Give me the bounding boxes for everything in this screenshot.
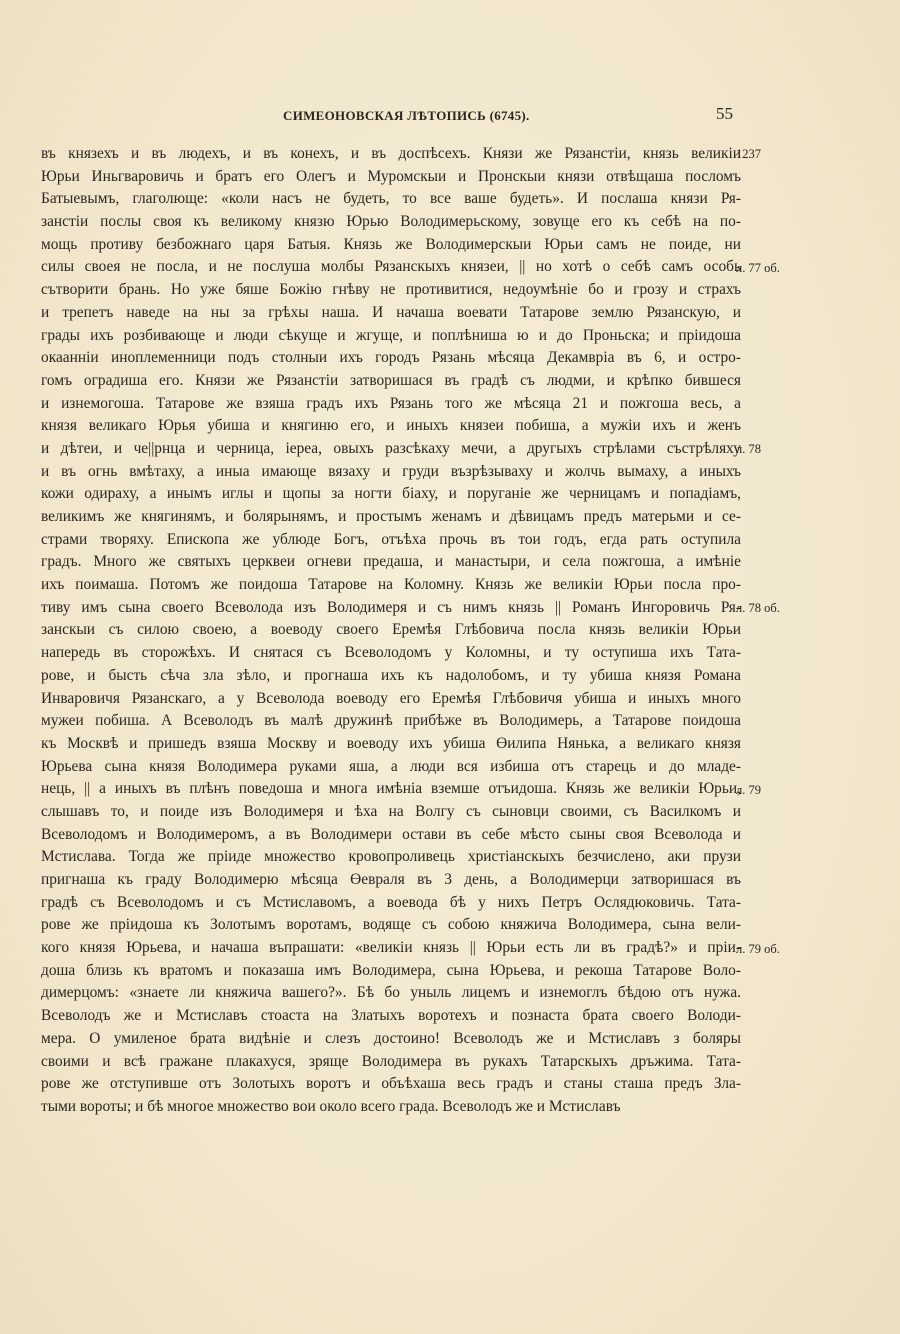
text-line: слышавъ то, и поиде изъ Володимеря и ѣха на Волгу съ сыновци своими, съ Василкомъ и (41, 802, 741, 820)
text-line: занстіи послы своя къ великому князю Юрью Володимерьскому, зовуще его къ себѣ на по- (41, 213, 741, 231)
text-line: градѣ съ Всеволодомъ и съ Мстиславомъ, а воевода бѣ у нихъ Петръ Ослядюковичь. Тата- (41, 893, 741, 911)
text-line: рове же пріидоша къ Золотымъ воротамъ, водяще съ собою княжича Володимера, сына вели- (41, 916, 741, 934)
text-line: Инваровичя Рязанскаго, а у Всеволода воеводу его Еремѣя Глѣбовичя убиша и иныхъ много (41, 689, 741, 707)
text-line: пригнаша къ граду Володимерю мѣсяца Өевраля въ 3 день, а Володимерци затворишася въ (41, 871, 741, 888)
text-line: великимъ же княгинямъ, и болярынямъ, и простымъ женамъ и дѣвицамъ предъ матерьми и се- (41, 508, 741, 525)
margin-note: л. 79 об. (736, 941, 780, 956)
text-line: и въ огнь вмѣтаху, а иныа имающе вязаху и груди възрѣзываху и жолчь вымаху, а иныхъ (41, 462, 741, 480)
text-line: ихъ поимаша. Потомъ же поидоша Татарове на Коломну. Князь же великіи Юрьи посла про- (41, 576, 741, 594)
text-line: сътворити брань. Но уже бяше Божію гнѣву не противитися, недоумѣніе бо и грозу и страхъ (41, 281, 741, 299)
text-line: окаанніи иноплеменници подъ столныи ихъ городъ Рязань мѣсяца Декамвріа въ 6, и остро- (41, 349, 741, 367)
text-line: градъ. Много же святыхъ церквеи огневи предаша, и манастыри, и села пожгоша, а имѣніе (41, 553, 741, 571)
text-line: кого князя Юрьева, и начаша въпрашати: «великіи князь || Юрьи есть ли въ градѣ?» и пріи- (41, 939, 741, 957)
text-line: страми творяху. Епископа же ублюде Богъ, отъѣха прочь въ тои годъ, егда рать оступила (41, 530, 741, 548)
text-line: мужеи побиша. А Всеволодъ въ малѣ дружинѣ прибѣже въ Володимерь, а Татарове поидоша (41, 712, 741, 730)
text-line: напередь въ сторожѣхъ. И снятася съ Всеволодомъ у Коломны, и ту оступиша ихъ Тата- (41, 644, 741, 662)
text-line: Батыевымъ, глаголюще: «коли насъ не будеть, то все ваше будеть». И послаша князи Ря- (41, 190, 741, 208)
text-line: мощь противу безбожнаго царя Батыя. Князь же Володимерскыи Юрьи самъ не поиде, ни (41, 235, 741, 253)
text-line: доша близь къ вратомъ и показаша имъ Володимера, сына Юрьева, и рекоша Татарове Воло- (41, 961, 741, 979)
margin-note: 1237 (736, 147, 761, 161)
margin-note: л. 79 (736, 782, 761, 797)
text-line: въ князехъ и въ людехъ, и въ конехъ, и въ доспѣсехъ. Князи же Рязанстіи, князь великіи (41, 145, 741, 162)
text-line: гомъ оградиша его. Князи же Рязанстіи затворишася въ градѣ съ людми, и крѣпко бившеся (41, 371, 741, 389)
margin-note: л. 77 об. (736, 260, 780, 275)
margin-note: л. 78 об. (736, 601, 780, 615)
margin-note: л. 78 (736, 442, 761, 457)
running-title: СИМЕОНОВСКАЯ ЛѢТОПИСЬ (6745). (283, 108, 530, 123)
text-line: кожи одираху, а инымъ иглы и щопы за ногти біаху, и поруганіе же черницамъ и попадіамъ, (41, 485, 741, 503)
text-line: Всеволодомъ и Володимеромъ, а въ Володимери остави въ себе мѣсто сыны своя Всеволода и (41, 825, 741, 843)
text-line: мера. О умиленое брата видѣніе и слезъ достоино! Всеволодъ же и Мстиславъ з боляры (41, 1029, 741, 1047)
text-line: и трепетъ наведе на ны за грѣхы наша. И начаша воевати Татарове землю Рязанскую, и (41, 303, 741, 321)
text-line: силы своея не посла, и не послуша молбы Рязанскыхъ князеи, || но хотѣ о себѣ самъ особь (41, 258, 741, 276)
text-line: рове, и бысть сѣча зла зѣло, и прогнаша ихъ къ надолобомъ, и ту убиша князя Романа (41, 666, 741, 684)
text-line: князя великаго Юрья убиша и княгиню его, и иныхъ князеи побиша, а мужіи ихъ и женъ (41, 417, 741, 435)
text-line: тыми вороты; и бѣ многое множество вои около всего града. Всеволодъ же и Мстиславъ (41, 1097, 621, 1115)
text-line: и дѣтеи, и че||рнца и черница, іереа, овыхъ разсѣкаху мечи, а другыхъ стрѣлами състрѣляху (41, 439, 741, 457)
text-line: нець, || а иныхъ въ плѣнъ поведоша и многа имѣніа вземше отъидоша. Князь же великіи Юрьи, (41, 780, 741, 798)
chronicle-text (41, 143, 741, 1119)
text-line: Юрьева сына князя Володимера руками яша, а люди вся избиша отъ старець и до младе- (41, 757, 741, 775)
text-line: своими и всѣ гражане плакахуся, зряще Володимера въ рукахъ Татарскыхъ дръжима. Тата- (41, 1052, 741, 1070)
page-number: 55 (716, 104, 733, 123)
text-line: къ Москвѣ и пришедъ взяша Москву и воеводу ихъ убиша Өилипа Нянька, а великаго князя (41, 734, 741, 752)
text-line: Мстислава. Тогда же пріиде множество кровопроливець христіанскыхъ безчислено, аки прузи (41, 848, 741, 866)
text-line: грады ихъ розбивающе и люди сѣкуще и жгуще, и поплѣниша ю и до Проньска; и пріидоша (41, 326, 741, 344)
text-line: Юрьи Иньгваровичь и братъ его Олегъ и Муромскыи и Пронскыи князи отвѣщаша посломъ (41, 167, 741, 185)
text-line: занскыи съ силою своею, а воеводу своего Еремѣя Глѣбовича посла князь великіи Юрьи (41, 621, 741, 639)
text-line: димерцомъ: «знаете ли княжича вашего?». Бѣ бо уныль лицемъ и изнемоглъ бѣдою отъ нужа. (41, 984, 741, 1002)
text-line: Всеволодъ же и Мстиславъ стоаста на Златыхъ воротехъ и познаста брата своего Володи- (41, 1007, 741, 1025)
text-line: и изнемогоша. Татарове же взяша градъ ихъ Рязань того же мѣсяца 21 и пожгоша весь, а (41, 394, 741, 412)
text-line: рове же отступивше отъ Золотыхъ воротъ и объѣхаша весь градъ и станы сташа предъ Зла- (41, 1075, 741, 1093)
page-header (0, 104, 900, 128)
text-line: тиву имъ сына своего Всеволода изъ Володимеря и съ нимъ князь || Романъ Ингоровичь Ря- (41, 598, 741, 616)
